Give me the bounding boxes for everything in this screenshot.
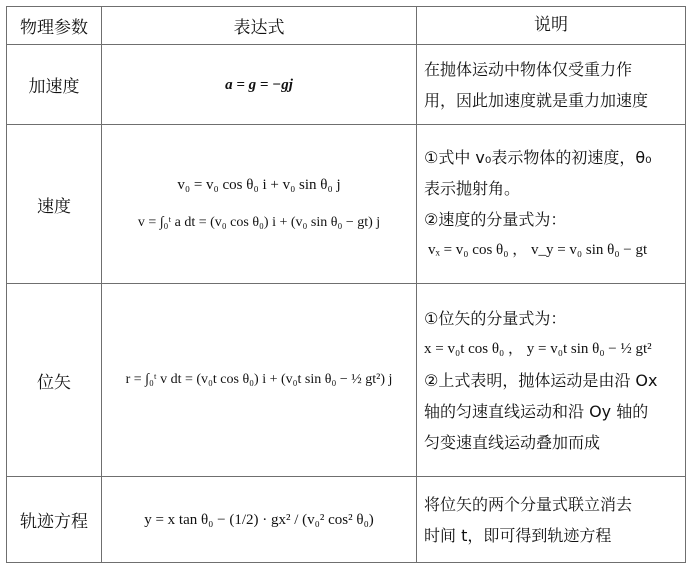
table-header-row — [7, 7, 686, 45]
note-position — [417, 284, 686, 477]
note-line: 时间 t，即可得到轨迹方程 — [424, 525, 612, 545]
param-position: 位矢 — [7, 284, 102, 477]
formula-velocity: v = ∫₀ᵗ a dt = (v₀ cos θ₀) i + (v₀ sin θ₀ − gt) j — [137, 215, 381, 230]
expr-acceleration — [102, 45, 417, 125]
expr-velocity — [102, 125, 417, 284]
expr-position — [102, 284, 417, 477]
note-line: 匀变速直线运动叠加而成 — [424, 432, 601, 452]
note-line: ①式中 v₀表示物体的初速度，θ₀ — [424, 148, 652, 167]
note-line: 表示抛射角。 — [424, 179, 521, 198]
note-velocity — [417, 125, 686, 284]
note-line: 用，因此加速度就是重力加速度 — [424, 90, 649, 110]
header-expr: 表达式 — [102, 7, 417, 45]
note-line: ②速度的分量式为： — [424, 210, 567, 229]
table-row-trajectory — [7, 477, 686, 563]
formula-initial-velocity: v₀ = v₀ cos θ₀ i + v₀ sin θ₀ j — [177, 177, 341, 193]
note-trajectory — [417, 477, 686, 563]
param-acceleration: 加速度 — [7, 45, 102, 125]
param-trajectory: 轨迹方程 — [7, 477, 102, 563]
note-line: 将位矢的两个分量式联立消去 — [424, 494, 633, 514]
expr-trajectory — [102, 477, 417, 563]
table-row-acceleration — [7, 45, 686, 125]
note-acceleration — [417, 45, 686, 125]
physics-table — [6, 6, 686, 563]
table-row-position — [7, 284, 686, 477]
note-line: ①位矢的分量式为： — [424, 308, 567, 328]
formula-trajectory: y = x tan θ₀ − (1/2) · gx² / (v₀² cos² θ₀) — [144, 511, 374, 528]
formula-acceleration: a = g = −gj — [225, 76, 293, 93]
note-line: ②上式表明，抛体运动是由沿 Ox — [424, 370, 658, 390]
note-formula-velocity-components: vₓ = v₀ cos θ₀ ， v_y = v₀ sin θ₀ − gt — [428, 242, 648, 258]
note-line: 轴的匀速直线运动和沿 Oy 轴的 — [424, 401, 649, 421]
table-row-velocity — [7, 125, 686, 284]
note-line: 在抛体运动中物体仅受重力作 — [424, 59, 633, 79]
param-velocity: 速度 — [7, 125, 102, 284]
header-param: 物理参数 — [7, 7, 102, 45]
formula-position: r = ∫₀ᵗ v dt = (v₀t cos θ₀) i + (v₀t sin θ₀ − ½ gt²) j — [125, 372, 393, 387]
note-formula-position-components: x = v₀t cos θ₀ ， y = v₀t sin θ₀ − ½ gt² — [424, 340, 652, 357]
header-note: 说明 — [417, 7, 686, 45]
